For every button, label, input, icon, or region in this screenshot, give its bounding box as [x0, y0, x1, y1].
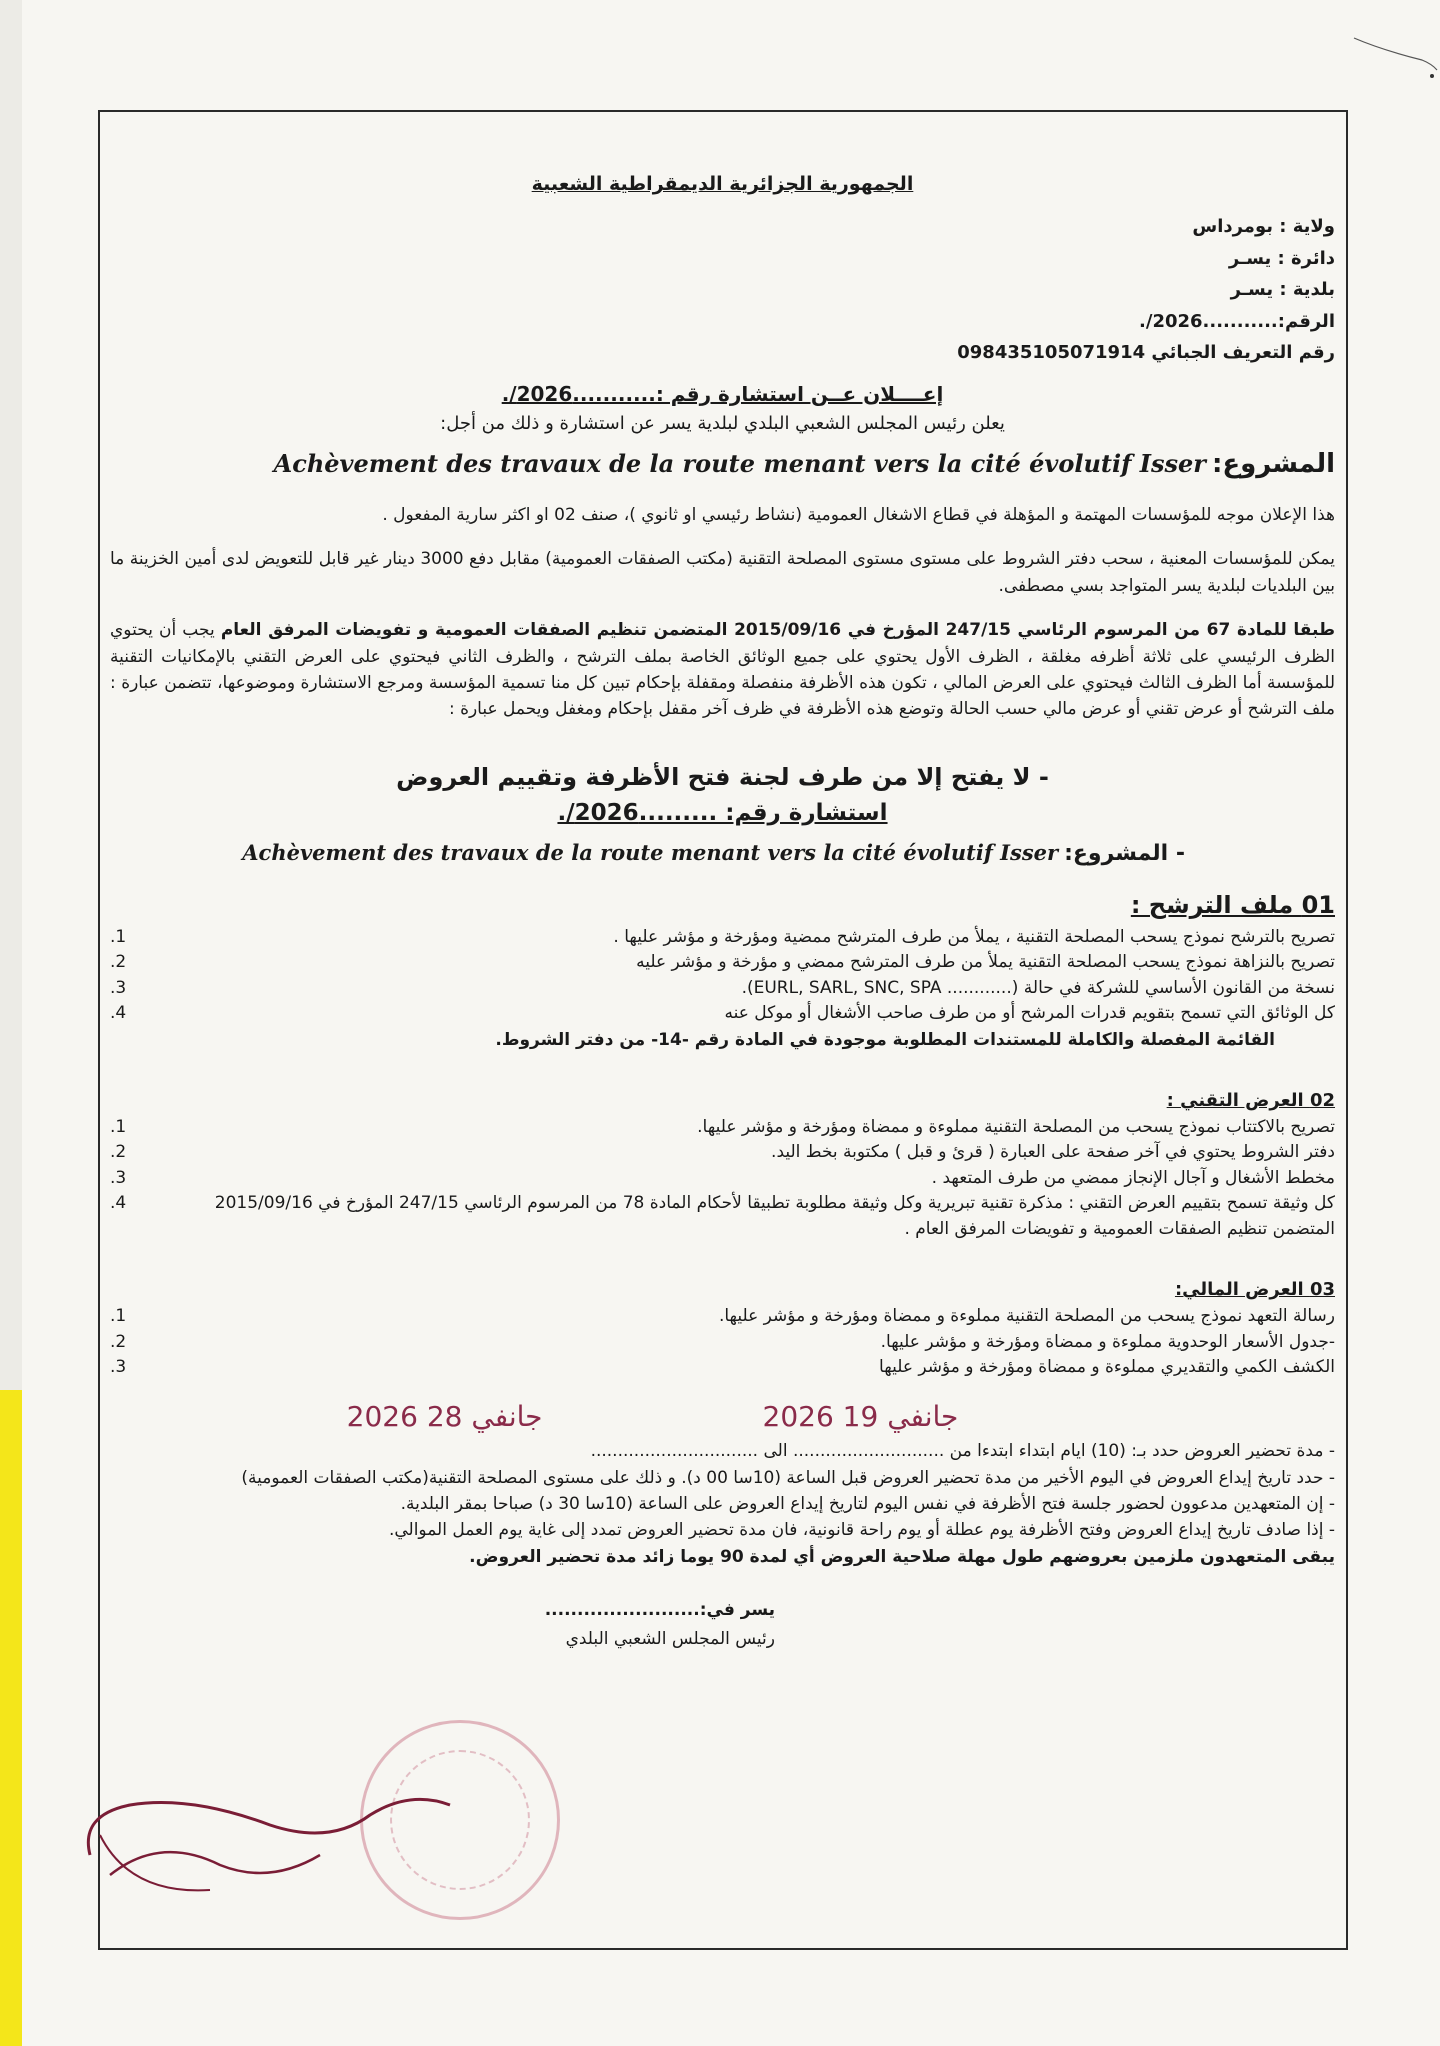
validity-period: يبقى المتعهدون ملزمين بعروضهم طول مهلة صلاحية العروض أي لمدة 90 يوما زائد مدة تحضير العروض. — [469, 1546, 1335, 1567]
candidacy-note: القائمة المفصلة والكاملة للمستندات المطلوبة موجودة في المادة رقم -14- من دفتر الشروط. — [495, 1029, 1275, 1050]
withdrawal-paragraph: يمكن للمؤسسات المعنية ، سحب دفتر الشروط على مستوى مستوى المصلحة التقنية (مكتب الصفقات العمومية) مقابل دفع 3000 دينار غير قابل للتعويض لدى أمين الخزينة ما بين البلديات لبلدية يسر المتواجد بسي مصطفى. — [110, 549, 1335, 596]
handwritten-signature-icon — [70, 1735, 470, 1905]
project-line-repeat: - المشروع: Achèvement des travaux de la route menant vers la cité évolutif Isser — [242, 840, 1185, 867]
start-date: 2026 جانفي 19 — [762, 1399, 959, 1433]
envelope-paragraph: طبقا للمادة 67 من المرسوم الرئاسي 247/15 المؤرخ في 2015/09/16 المتضمن تنظيم الصفقات العمومية و تفويضات المرفق العام يجب أن يحتوي الظرف الرئيسي على ثلاثة أظرفه مغلقة ، الظرف الأول يحتوي على جميع الوثائق الخاصة بملف الترشح ، والظرف الثاني فيحتوي على العرض التقني بالإمكانيات التقنية للمؤسسة أما الظرف الثالث فيحتوي على العرض المالي ، تكون هذه الأظرفة منفصلة ومقفلة بإحكام تبين كل منا تسمية المؤسسة ومرجع الاستشارة وموضوعها، تتضمن عبارة : ملف الترشح أو عرض تقني أو عرض مالي حسب الحالة وتوضع هذه الأظرفة في ظرف آخر مقفل بإحكام ومغفل ويحمل عبارة : — [110, 620, 1335, 720]
deposit-deadline: - حدد تاريخ إيداع العروض في اليوم الأخير من مدة تحضير العروض قبل الساعة (10سا 00 د). و ذلك على مستوى المصلحة التقنية(مكتب الصفقات العمومية) — [241, 1467, 1335, 1488]
candidacy-list — [110, 925, 1335, 1027]
project-line — [110, 444, 1335, 484]
list-item: نسخة من القانون الأساسي للشركة في حالة (............ EURL, SARL, SNC, SPA). .3 — [110, 977, 1335, 998]
holiday-rule: - إذا صادف تاريخ إيداع العروض وفتح الأظرفة يوم عطلة أو يوم راحة قانونية، فان مدة تحضير العروض تمدد إلى غاية يوم العمل الموالي. — [388, 1520, 1335, 1541]
list-item: تصريح بالترشح نموذج يسحب المصلحة التقنية ، يملأ من طرف المترشح ممضية ومؤرخة و مؤشر عليها . .1 — [110, 926, 1335, 947]
list-item: -جدول الأسعار الوحدوية مملوءة و ممضاة ومؤرخة و مؤشر عليها. .2 — [110, 1331, 1335, 1352]
opening-session: - إن المتعهدين مدعوون لحضور جلسة فتح الأظرفة في نفس اليوم لتاريخ إيداع العروض على الساعة (10سا 30 د) صباحا بمقر البلدية. — [400, 1493, 1335, 1514]
intro-line: يعلن رئيس المجلس الشعبي البلدي لبلدية يسر عن استشارة و ذلك من أجل: — [440, 412, 1005, 434]
consultation-number: استشارة رقم: .........2026/. — [557, 799, 888, 826]
technical-list — [110, 1115, 1335, 1243]
financial-list — [110, 1304, 1335, 1381]
yellow-background-edge — [0, 1390, 22, 2046]
tax-id-line: رقم التعريف الجبائي 09843510507191‎4 — [957, 342, 1335, 364]
prep-period: - مدة تحضير العروض حدد بـ: (10) ايام ابتداء ابتدءا من ............................ الى ............................... — [590, 1441, 1335, 1462]
project-label: المشروع: — [1211, 448, 1335, 479]
signatory-title: رئيس المجلس الشعبي البلدي — [565, 1628, 775, 1649]
section-candidacy-title: 01 ملف الترشح : — [1130, 891, 1335, 920]
list-item: مخطط الأشغال و آجال الإنجاز ممضي من طرف المتعهد . .3 — [110, 1167, 1335, 1188]
list-item: رسالة التعهد نموذج يسحب من المصلحة التقنية مملوءة و ممضاة ومؤرخة و مؤشر عليها. .1 — [110, 1306, 1335, 1327]
wilaya-line: ولاية : بومرداس — [1192, 216, 1335, 238]
announcement-document — [110, 170, 1335, 1654]
list-item: كل الوثائق التي تسمح بتقويم قدرات المرشح أو من طرف صاحب الأشغال أو موكل عنه .4 — [110, 1003, 1335, 1024]
list-item: تصريح بالنزاهة نموذج يسحب المصلحة التقنية يملأ من طرف المترشح ممضي و مؤرخة و مؤشر عليه .2 — [110, 952, 1335, 973]
legal-reference: طبقا للمادة 67 من المرسوم الرئاسي 247/15 المؤرخ في 2015/09/16 المتضمن تنظيم الصفقات العمومية و تفويضات المرفق العام — [220, 620, 1335, 641]
list-item: كل وثيقة تسمح بتقييم العرض التقني : مذكرة تقنية تبريرية وكل وثيقة مطلوبة تطبيقا لأحكام المادة 78 من المرسوم الرئاسي 247/15 المؤرخ في 2015/09/16 المتضمن تنظيم الصفقات العمومية و تفويضات المرفق العام . .4 — [110, 1193, 1335, 1239]
handwritten-dates — [0, 1395, 1335, 1438]
place-date: يسر في:........................ — [544, 1599, 775, 1620]
reference-line: الرقم:...........2026/. — [1139, 310, 1335, 332]
daira-line: دائرة : يسـر — [1228, 247, 1335, 269]
header-block — [110, 211, 1335, 369]
section-financial-title: 03 العرض المالي: — [1174, 1279, 1335, 1301]
republic-heading: الجمهورية الجزائرية الديمقراطية الشعبية — [531, 173, 914, 195]
section-technical-title: 02 العرض التقني : — [1166, 1089, 1335, 1111]
envelope-notice: - لا يفتح إلا من طرف لجنة فتح الأظرفة وتقييم العروض — [396, 762, 1049, 791]
list-item: تصريح بالاكتتاب نموذج يسحب من المصلحة التقنية مملوءة و ممضاة ومؤرخة و مؤشر عليها. .1 — [110, 1116, 1335, 1137]
list-item: الكشف الكمي والتقديري مملوءة و ممضاة ومؤرخة و مؤشر عليها .3 — [110, 1357, 1335, 1378]
project-title: Achèvement des travaux de la route menant vers la cité évolutif Isser — [273, 448, 1206, 478]
commune-line: بلدية : يسـر — [1230, 279, 1335, 301]
eligibility-paragraph: هذا الإعلان موجه للمؤسسات المهتمة و المؤهلة في قطاع الاشغال العمومية (نشاط رئيسي او ثانوي )، صنف 02 او اكثر سارية المفعول . — [382, 505, 1335, 526]
list-item: دفتر الشروط يحتوي في آخر صفحة على العبارة ( قرئ و قبل ) مكتوبة بخط اليد. .2 — [110, 1142, 1335, 1163]
conditions-block — [110, 1438, 1335, 1570]
end-date: 2026 جانفي 28 — [346, 1399, 543, 1433]
corner-pen-mark-icon — [1352, 30, 1440, 80]
signature-block — [110, 1596, 1335, 1654]
announcement-title: إعــــلان عــن استشارة رقم :...........2026/. — [501, 381, 944, 406]
